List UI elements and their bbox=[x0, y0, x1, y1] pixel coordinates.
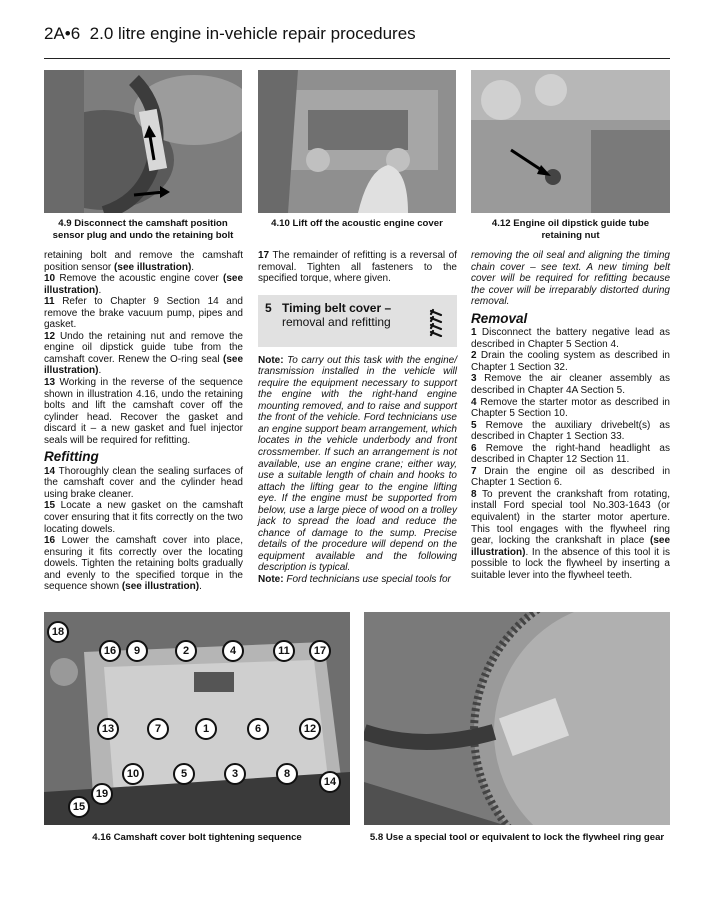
note2-paragraph: Note: Ford technicians use special tools for bbox=[258, 574, 451, 586]
photo-4-12 bbox=[471, 70, 670, 213]
heading-refitting: Refitting bbox=[44, 449, 99, 465]
text-column-3 bbox=[471, 250, 670, 581]
bolt-label-11: 11 bbox=[273, 640, 295, 662]
bolt-label-10: 10 bbox=[122, 763, 144, 785]
caption-4-9: 4.9 Disconnect the camshaft position sensor plug and undo the retaining bolt bbox=[52, 218, 234, 241]
photo-5-8 bbox=[364, 612, 670, 825]
caption-4-10: 4.10 Lift off the acoustic engine cover bbox=[271, 218, 443, 229]
header-rule bbox=[44, 58, 670, 59]
bolt-label-12: 12 bbox=[299, 718, 321, 740]
step-3: 3 Remove the air cleaner assembly as described in Chapter 4A Section 5. bbox=[471, 373, 670, 397]
bolt-label-9: 9 bbox=[126, 640, 148, 662]
bolt-label-7: 7 bbox=[147, 718, 169, 740]
bolt-label-15: 15 bbox=[68, 796, 90, 818]
bolt-label-1: 1 bbox=[195, 718, 217, 740]
paragraph: retaining bolt and remove the camshaft position sensor (see illustration). bbox=[44, 250, 243, 273]
caption-5-8: 5.8 Use a special tool or equivalent to lock the flywheel ring gear bbox=[369, 832, 665, 843]
step-6: 6 Remove the right-hand headlight as described in Chapter 12 Section 11. bbox=[471, 442, 670, 466]
bolt-label-17: 17 bbox=[309, 640, 331, 662]
step-15: 15 Locate a new gasket on the camshaft cover ensuring that it fits correctly on the two locating dowels. bbox=[44, 500, 243, 535]
note-continued: removing the oil seal and aligning the timing chain cover – see text. A new timing belt cover will be required for refitting because the cover will be irreparably distorted during removal. bbox=[471, 250, 670, 308]
step-12: 12 Undo the retaining nut and remove the engine oil dipstick guide tube from the camshaft cover. Renew the O-ring seal (see illustration). bbox=[44, 330, 243, 377]
step-16: 16 Lower the camshaft cover into place, ensuring it fits correctly over the locating dowels. Tighten the retaining bolts gradually and evenly to the specified torque in the sequence shown (see illustration). bbox=[44, 535, 243, 593]
text-column-2 bbox=[258, 250, 457, 586]
page-number: 2A•6 bbox=[44, 24, 81, 43]
flywheel-image bbox=[364, 612, 670, 825]
bolt-label-4: 4 bbox=[222, 640, 244, 662]
step-1: 1 Disconnect the battery negative lead as described in Chapter 5 Section 4. bbox=[471, 327, 670, 350]
bolt-label-18: 18 bbox=[47, 621, 69, 643]
bolt-label-13: 13 bbox=[97, 718, 119, 740]
bolt-label-5: 5 bbox=[173, 763, 195, 785]
text-column-1 bbox=[44, 250, 243, 593]
bolt-label-16: 16 bbox=[99, 640, 121, 662]
caption-4-16: 4.16 Camshaft cover bolt tightening sequence bbox=[92, 832, 302, 843]
step-5: 5 Remove the auxiliary drivebelt(s) as described in Chapter 1 Section 33. bbox=[471, 419, 670, 443]
bolt-label-6: 6 bbox=[247, 718, 269, 740]
caption-4-12: 4.12 Engine oil dipstick guide tube retaining nut bbox=[491, 218, 650, 241]
step-14: 14 Thoroughly clean the sealing surfaces of the camshaft cover and the cylinder head using brake cleaner. bbox=[44, 465, 243, 500]
section-title-line-1: Timing belt cover – bbox=[282, 300, 392, 315]
step-2: 2 Drain the cooling system as described in Chapter 1 Section 32. bbox=[471, 350, 670, 373]
photo-4-10 bbox=[258, 70, 456, 213]
section-number: 5 bbox=[265, 300, 272, 315]
bolt-label-8: 8 bbox=[276, 763, 298, 785]
photo-4-16 bbox=[44, 612, 350, 825]
step-10: 10 Remove the acoustic engine cover (see illustration). bbox=[44, 273, 243, 296]
step-11: 11 Refer to Chapter 9 Section 14 and remove the brake vacuum pump, pipes and gasket. bbox=[44, 296, 243, 331]
step-13: 13 Working in the reverse of the sequence shown in illustration 4.16, undo the retaining bolts and lift the camshaft cover off the cylinder head. Recover the gasket and discard it – a new gasket and fuel injector seals will be required for refitting. bbox=[44, 377, 243, 446]
page-header bbox=[44, 24, 416, 44]
heading-removal: Removal bbox=[471, 310, 528, 326]
spanner-difficulty-icon bbox=[427, 307, 453, 337]
page-title: 2.0 litre engine in-vehicle repair procedures bbox=[89, 24, 416, 43]
bolt-label-14: 14 bbox=[319, 771, 341, 793]
section-heading-box bbox=[258, 295, 457, 347]
note-paragraph: Note: To carry out this task with the engine/ transmission installed in the vehicle will require the equipment necessary to support the engine with the right-hand engine mounting removed, and to raise and support the front of the vehicle. Ford technicians use an engine support beam arrangement, which locates in the vehicle underbody and front crossmember. If such an arrangement is not available, use an engine crane; either way, use a suitable length of chain and hooks to attach the lifting gear to the engine lifting eye. If the engine must be supported from below, use a large piece of wood on a trolley jack to spread the load and reduce the chance of damage to the sump. Precise details of the procedure will depend on the equipment available and the following description is typical. bbox=[258, 354, 457, 574]
step-8: 8 To prevent the crankshaft from rotating, install Ford special tool No.303-1643 (or equivalent) in the starter motor aperture. This tool engages with the flywheel ring gear, locking the crankshaft in place (see illustration). In the absence of this tool it is possible to lock the flywheel by inserting a suitable lever into the flywheel teeth. bbox=[471, 488, 670, 581]
bolt-label-19: 19 bbox=[91, 783, 113, 805]
photo-4-9 bbox=[44, 70, 242, 213]
bolt-label-3: 3 bbox=[224, 763, 246, 785]
step-17: 17 The remainder of refitting is a reversal of removal. Tighten all fasteners to the specified torque, where given. bbox=[258, 250, 457, 285]
step-7: 7 Drain the engine oil as described in Chapter 1 Section 6. bbox=[471, 465, 670, 489]
step-4: 4 Remove the starter motor as described in Chapter 5 Section 10. bbox=[471, 396, 670, 420]
bolt-label-2: 2 bbox=[175, 640, 197, 662]
section-title-line-2: removal and refitting bbox=[282, 314, 391, 329]
